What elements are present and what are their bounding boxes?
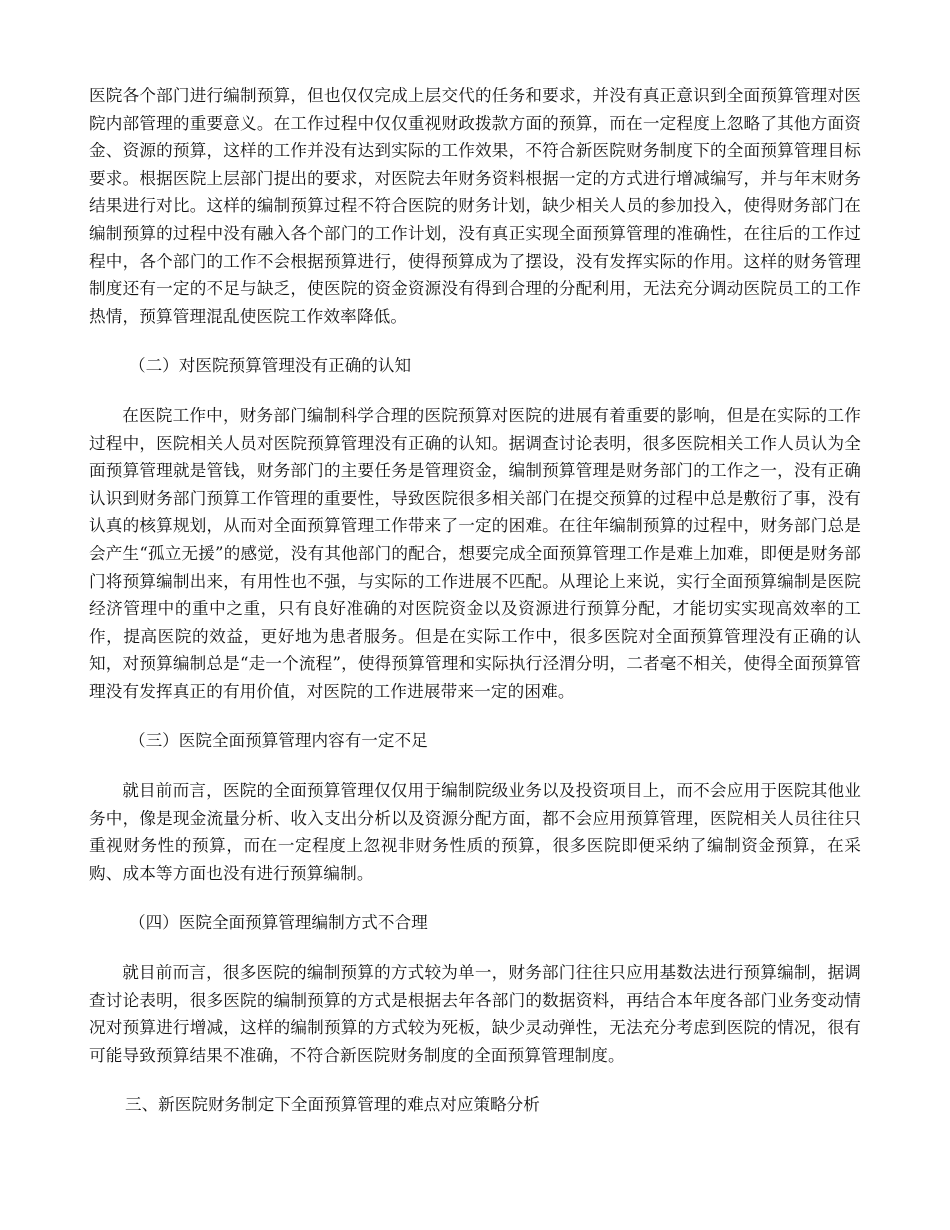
section-heading-4: （四）医院全面预算管理编制方式不合理: [129, 913, 428, 933]
paragraph-compilation-method: 就目前而言，很多医院的编制预算的方式较为单一，财务部门往往只应用基数法进行预算编制，据调查讨论表明，很多医院的编制预算的方式是根据去年各部门的数据资料，再结合本年度各部门业务变动情况对预算进行增减，这样的编制预算的方式较为死板，缺少灵动弹性，无法充分考虑到医院的情况，很有可能导致预算结果不准确，不符合新医院财务制度的全面预算管理制度。: [89, 963, 861, 1065]
document-page: [89, 82, 861, 1119]
paragraph-cognition: 在医院工作中，财务部门编制科学合理的医院预算对医院的进展有着重要的影响，但是在实际的工作过程中，医院相关人员对医院预算管理没有正确的认知。据调查讨论表明，很多医院相关工作人员认为全面预算管理就是管钱，财务部门的主要任务是管理资金，编制预算管理是财务部门的工作之一，没有正确认识到财务部门预算工作管理的重要性，导致医院很多相关部门在提交预算的过程中总是敷衍了事，没有认真的核算规划，从而对全面预算管理工作带来了一定的困难。在往年编制预算的过程中，财务部门总是会产生“孤立无援”的感觉，没有其他部门的配合，想要完成全面预算管理工作是难上加难，即便是财务部门将预算编制出来，有用性也不强，与实际的工作进展不匹配。从理论上来说，实行全面预算编制是医院经济管理中的重中之重，只有良好准确的对医院资金以及资源进行预算分配，才能切实实现高效率的工作，提高医院的效益，更好地为患者服务。但是在实际工作中，很多医院对全面预算管理没有正确的认知，对预算编制总是“走一个流程”，使得预算管理和实际执行泾渭分明，二者毫不相关，使得全面预算管理没有发挥真正的有用价值，对医院的工作进展带来一定的困难。: [89, 405, 861, 701]
paragraph-budget-compilation: 医院各个部门进行编制预算，但也仅仅完成上层交代的任务和要求，并没有真正意识到全面预算管理对医院内部管理的重要意义。在工作过程中仅仅重视财政拨款方面的预算，而在一定程度上忽略了其他方面资金、资源的预算，这样的工作并没有达到实际的工作效果，不符合新医院财务制度下的全面预算管理目标要求。根据医院上层部门提出的要求，对医院去年财务资料根据一定的方式进行增减编写，并与年末财务结果进行对比。这样的编制预算过程不符合医院的财务计划，缺少相关人员的参加投入，使得财务部门在编制预算的过程中没有融入各个部门的工作计划，没有真正实现全面预算管理的准确性，在往后的工作过程中，各个部门的工作不会根据预算进行，使得预算成为了摆设，没有发挥实际的作用。这样的财务管理制度还有一定的不足与缺乏，使医院的资金资源没有得到合理的分配利用，无法充分调动医院员工的工作热情，预算管理混乱使医院工作效率降低。: [89, 86, 861, 326]
section-heading-3: （三）医院全面预算管理内容有一定不足: [129, 731, 428, 751]
paragraph-content-shortage: 就目前而言，医院的全面预算管理仅仅用于编制院级业务以及投资项目上，而不会应用于医院其他业务中，像是现金流量分析、收入支出分析以及资源分配方面，都不会应用预算管理，医院相关人员往往只重视财务性的预算，而在一定程度上忽视非财务性质的预算，很多医院即便采纳了编制资金预算，在采购、成本等方面也没有进行预算编制。: [89, 781, 861, 883]
chapter-heading-3: 三、新医院财务制定下全面预算管理的难点对应策略分析: [125, 1095, 540, 1115]
section-heading-2: （二）对医院预算管理没有正确的认知: [129, 356, 412, 376]
